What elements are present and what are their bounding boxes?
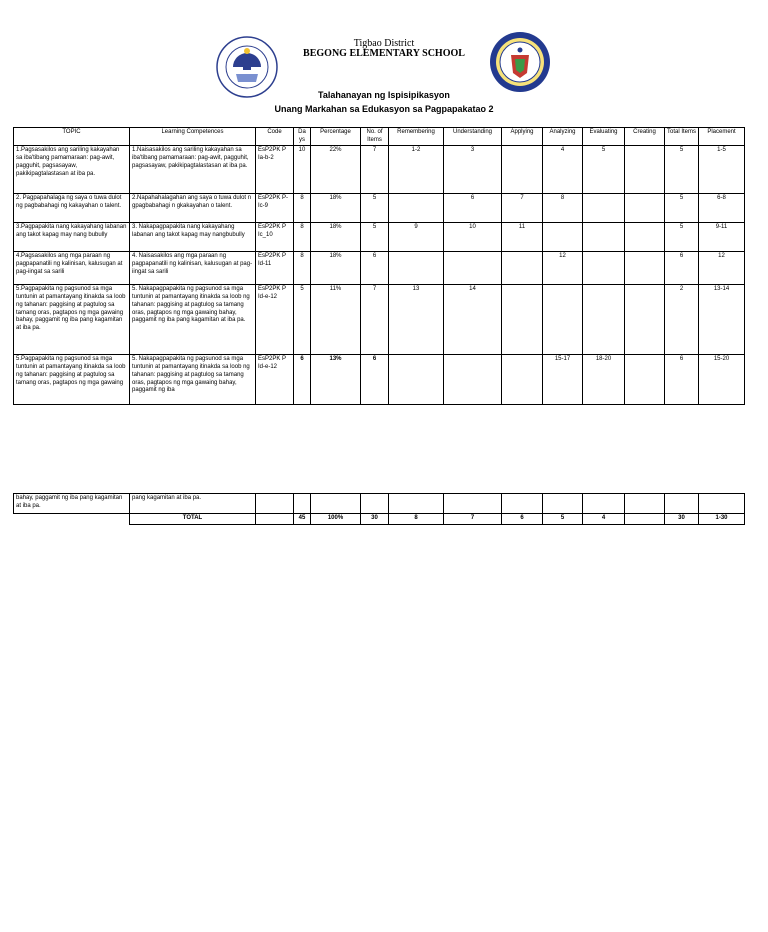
applying-cell: 11 — [502, 223, 543, 252]
competence-cell: 5. Nakapagpapakita ng pagsunod sa mga tuntunin at pamantayang itinakda sa loob ng tahanan: paggising at pagtulog sa tamang oras, pagtapos ng mga gawaing bahay, paggamit ng iba pang kagamitan at iba pa. — [130, 285, 256, 355]
days-cell: 8 — [294, 194, 311, 223]
evaluating-cell — [583, 194, 625, 223]
percentage-cell: 18% — [311, 194, 361, 223]
total-items-cell: 5 — [665, 223, 699, 252]
evaluating-cell — [583, 252, 625, 285]
total-placement: 1-30 — [699, 514, 745, 525]
header-code: Code — [256, 128, 294, 146]
remembering-cell: 1-2 — [389, 146, 444, 194]
understanding-cell: 3 — [444, 146, 502, 194]
understanding-cell — [444, 252, 502, 285]
total-evaluating: 4 — [583, 514, 625, 525]
items-cell: 5 — [361, 194, 389, 223]
table-row — [14, 223, 745, 252]
placement-cell: 9-11 — [699, 223, 745, 252]
total-items-cell: 2 — [665, 285, 699, 355]
analyzing-cell: 15-17 — [543, 355, 583, 405]
days-cell: 8 — [294, 223, 311, 252]
evaluating-cell: 5 — [583, 146, 625, 194]
applying-cell — [502, 355, 543, 405]
table-row — [14, 146, 745, 194]
creating-cell — [625, 355, 665, 405]
remembering-cell — [389, 194, 444, 223]
code-cell: EsP2PK P Ia-b-2 — [256, 146, 294, 194]
school-name: BEGONG ELEMENTARY SCHOOL — [303, 48, 465, 59]
remembering-cell: 9 — [389, 223, 444, 252]
total-label: TOTAL — [130, 514, 256, 525]
header-creating: Creating — [625, 128, 665, 146]
percentage-cell: 18% — [311, 252, 361, 285]
understanding-cell — [444, 355, 502, 405]
total-understanding: 7 — [444, 514, 502, 525]
header-remembering: Remembering — [389, 128, 444, 146]
placement-cell: 15-20 — [699, 355, 745, 405]
total-applying: 6 — [502, 514, 543, 525]
items-cell: 6 — [361, 355, 389, 405]
topic-cell: 4.Pagsasakilos ang mga paraan ng pagpapanatili ng kalinisan, kalusugan at pag-iingat sa sarili — [14, 252, 130, 285]
header-percentage: Percentage — [311, 128, 361, 146]
days-cell: 10 — [294, 146, 311, 194]
table-row — [14, 252, 745, 285]
total-items: 30 — [361, 514, 389, 525]
creating-cell — [625, 146, 665, 194]
header-applying: Applying — [502, 128, 543, 146]
document-title: Talahanayan ng Ispisipikasyon — [318, 90, 450, 100]
placement-cell: 12 — [699, 252, 745, 285]
topic-cell: 1.Pagsasakilos ang sariling kakayahan sa iba'tibang pamamaraan: pag-awit, pagguhit, pagsasayaw, pakikipagtalastasan at iba pa. — [14, 146, 130, 194]
evaluating-cell: 18-20 — [583, 355, 625, 405]
applying-cell — [502, 252, 543, 285]
analyzing-cell: 8 — [543, 194, 583, 223]
analyzing-cell: 4 — [543, 146, 583, 194]
evaluating-cell — [583, 285, 625, 355]
applying-cell: 7 — [502, 194, 543, 223]
document-subtitle: Unang Markahan sa Edukasyon sa Pagpapakatao 2 — [274, 104, 494, 114]
competence-cell: 3. Nakapagpapakita nang kakayahang labanan ang takot kapag may nangbubully — [130, 223, 256, 252]
remembering-cell — [389, 355, 444, 405]
topic-cell: 3.Pagpapakita nang kakayahang labanan ang takot kapag may nang bubully — [14, 223, 130, 252]
code-cell: EsP2PK P Id-e-12 — [256, 355, 294, 405]
placement-cell: 6-8 — [699, 194, 745, 223]
understanding-cell: 14 — [444, 285, 502, 355]
remembering-cell: 13 — [389, 285, 444, 355]
analyzing-cell — [543, 285, 583, 355]
applying-cell — [502, 285, 543, 355]
total-days: 45 — [294, 514, 311, 525]
code-cell: EsP2PK P Id-e-12 — [256, 285, 294, 355]
placement-cell: 1-5 — [699, 146, 745, 194]
total-items-cell: 5 — [665, 194, 699, 223]
header-understanding: Understanding — [444, 128, 502, 146]
days-cell: 8 — [294, 252, 311, 285]
header-total-items: Total Items — [665, 128, 699, 146]
competence-cell: 1.Naisasakilos ang sariling kakayahan sa iba'tibang pamamaraan: pag-awit, pagguhit, pagsasayaw, pakikipagtalastasan at iba pa. — [130, 146, 256, 194]
understanding-cell: 6 — [444, 194, 502, 223]
table-row — [14, 494, 745, 514]
header-topic: TOPIC — [14, 128, 130, 146]
creating-cell — [625, 194, 665, 223]
remembering-cell — [389, 252, 444, 285]
percentage-cell: 11% — [311, 285, 361, 355]
total-total-items: 30 — [665, 514, 699, 525]
total-items-cell: 6 — [665, 252, 699, 285]
code-cell: EsP2PK P Ic_10 — [256, 223, 294, 252]
competence-cell: 5. Nakapagpapakita ng pagsunod sa mga tuntunin at pamantayang itinakda sa loob ng tahanan: paggising at pagtulog sa tamang oras, pagtapos ng mga gawaing bahay, paggamit ng iba — [130, 355, 256, 405]
table-row — [14, 285, 745, 355]
days-cell: 6 — [294, 355, 311, 405]
header-analyzing: Analyzing — [543, 128, 583, 146]
analyzing-cell — [543, 223, 583, 252]
code-cell: EsP2PK P-Ic-9 — [256, 194, 294, 223]
total-row — [14, 514, 745, 525]
analyzing-cell: 12 — [543, 252, 583, 285]
header-days: Da ys — [294, 128, 311, 146]
understanding-cell: 10 — [444, 223, 502, 252]
total-items-cell: 5 — [665, 146, 699, 194]
placement-cell: 13-14 — [699, 285, 745, 355]
items-cell: 5 — [361, 223, 389, 252]
district-name: Tigbao District — [353, 38, 415, 49]
table-row — [14, 355, 745, 405]
topic-cell: 5.Pagpapakita ng pagsunod sa mga tuntunin at pamantayang itinakda sa loob ng tahanan: paggising at pagtulog sa tamang oras, pagtapos ng mga gawaing — [14, 355, 130, 405]
total-percentage: 100% — [311, 514, 361, 525]
competence-cell: pang kagamitan at iba pa. — [130, 494, 256, 514]
days-cell: 5 — [294, 285, 311, 355]
evaluating-cell — [583, 223, 625, 252]
total-creating — [625, 514, 665, 525]
total-remembering: 8 — [389, 514, 444, 525]
creating-cell — [625, 252, 665, 285]
percentage-cell: 22% — [311, 146, 361, 194]
items-cell: 6 — [361, 252, 389, 285]
total-items-cell: 6 — [665, 355, 699, 405]
specification-table — [13, 127, 745, 405]
header-evaluating: Evaluating — [583, 128, 625, 146]
header-placement: Placement — [699, 128, 745, 146]
percentage-cell: 18% — [311, 223, 361, 252]
creating-cell — [625, 223, 665, 252]
header-items: No. of Items — [361, 128, 389, 146]
table-header-row — [14, 128, 745, 146]
competence-cell: 4. Naisasakilos ang mga paraan ng pagpapanatili ng kalinisan, kalusugan at pag-iingat sa sarili — [130, 252, 256, 285]
specification-table-continued — [13, 493, 745, 525]
header-competences: Learning Competences — [130, 128, 256, 146]
applying-cell — [502, 146, 543, 194]
creating-cell — [625, 285, 665, 355]
items-cell: 7 — [361, 146, 389, 194]
topic-cell: bahay, paggamit ng iba pang kagamitan at iba pa. — [14, 494, 130, 514]
percentage-cell: 13% — [311, 355, 361, 405]
topic-cell: 5.Pagpapakita ng pagsunod sa mga tuntunin at pamantayang itinakda sa loob ng tahanan: paggising at pagtulog sa tamang oras, pagtapos ng mga gawaing bahay, paggamit ng iba pang kagamitan at iba pa. — [14, 285, 130, 355]
items-cell: 7 — [361, 285, 389, 355]
table-row — [14, 194, 745, 223]
topic-cell: 2. Pagpapahalaga ng saya o tuwa dulot ng pagbabahagi ng kakayahan o talent. — [14, 194, 130, 223]
code-cell: EsP2PK P Id-11 — [256, 252, 294, 285]
total-analyzing: 5 — [543, 514, 583, 525]
competence-cell: 2.Napahahalagahan ang saya o tuwa dulot n gpagbabahagi n gkakayahan o talent. — [130, 194, 256, 223]
